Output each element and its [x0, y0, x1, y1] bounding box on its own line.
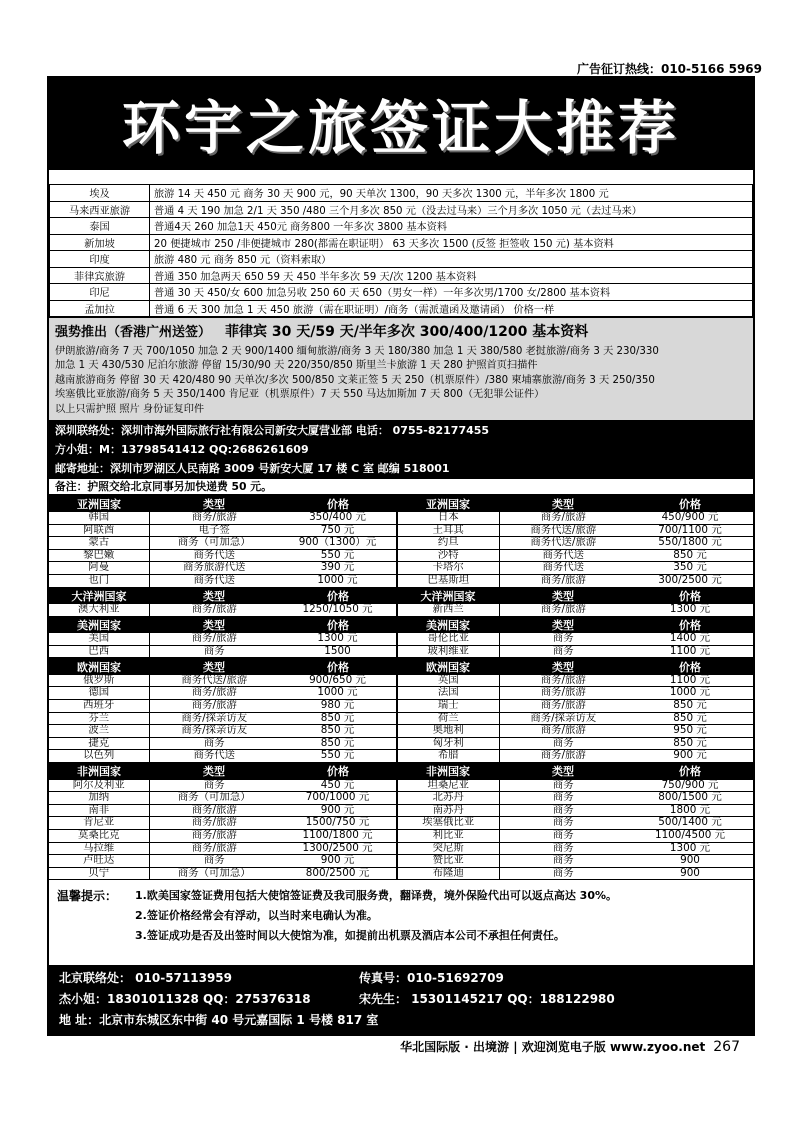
price-cell: 1100 元 — [627, 645, 753, 658]
type-cell: 商务 — [499, 737, 627, 750]
type-cell: 商务 — [149, 645, 279, 658]
type-cell: 商务 — [499, 855, 627, 868]
section-header — [49, 616, 753, 633]
table-row — [49, 817, 753, 830]
price-cell: 1300 元 — [627, 604, 753, 616]
price-cell: 1000 元 — [627, 687, 753, 700]
visa-country: 印度 — [50, 251, 150, 268]
promo-line: 伊朗旅游/商务 7 天 700/1050 加急 2 天 900/1400 缅甸旅游/商务 3 天 180/380 加急 1 天 380/580 老挝旅游/商务 3 天 230/330 — [55, 346, 659, 357]
type-cell: 商务 — [499, 867, 627, 880]
section-header — [49, 587, 753, 604]
visa-row — [50, 267, 753, 284]
price-cell: 300/2500 元 — [627, 575, 753, 588]
beijing-contact-2: 宋先生： 15301145217 QQ：188122980 — [359, 992, 615, 1006]
price-cell: 1100/1800 元 — [279, 829, 397, 842]
col-type-header: 类型 — [499, 587, 627, 604]
price-cell: 900 元 — [279, 855, 397, 868]
type-cell: 商务/旅游 — [149, 633, 279, 645]
table-row — [49, 512, 753, 524]
country-cell: 荷兰 — [397, 712, 499, 725]
col-type-header: 类型 — [149, 587, 279, 604]
price-cell: 1300/2500 元 — [279, 842, 397, 855]
price-cell: 450 元 — [279, 780, 397, 792]
table-row — [49, 750, 753, 763]
col-price-header: 价格 — [279, 763, 397, 780]
table-row — [49, 780, 753, 792]
table-row — [49, 604, 753, 616]
country-price-table — [49, 495, 753, 880]
visa-info: 20 便捷城市 250 /非便捷城市 280(都需在职证明） 63 天多次 1500 (反签 拒签收 150 元) 基本资料 — [150, 234, 753, 251]
price-cell: 850 元 — [627, 712, 753, 725]
type-cell: 商务/旅游 — [149, 512, 279, 524]
ad-hotline: 广告征订热线：010-5166 5969 — [576, 62, 762, 76]
visa-row — [50, 218, 753, 235]
type-cell: 商务/旅游 — [149, 804, 279, 817]
section-title: 非洲国家 — [49, 763, 149, 780]
table-row — [49, 549, 753, 562]
col-price-header: 价格 — [279, 658, 397, 675]
price-cell: 850 元 — [627, 700, 753, 713]
visa-info: 旅游 14 天 450 元 商务 30 天 900 元，90 天单次 1300，90 天多次 1300 元，半年多次 1800 元 — [150, 185, 753, 202]
table-row — [49, 687, 753, 700]
table-row — [49, 700, 753, 713]
page-footer — [400, 1038, 740, 1055]
type-cell: 商务/旅游 — [499, 725, 627, 738]
table-row — [49, 645, 753, 658]
type-cell: 电子签 — [149, 524, 279, 537]
table-row — [49, 737, 753, 750]
visa-info: 旅游 480 元 商务 850 元（资料索取） — [150, 251, 753, 268]
country-cell: 阿尔及利亚 — [49, 780, 149, 792]
table-row — [49, 712, 753, 725]
price-cell: 850 元 — [279, 737, 397, 750]
promo-head-philippines: 菲律宾 30 天/59 天/半年多次 300/400/1200 基本资料 — [225, 324, 589, 340]
price-cell: 390 元 — [279, 562, 397, 575]
type-cell: 商务 — [499, 645, 627, 658]
country-cell: 希腊 — [397, 750, 499, 763]
price-cell: 1300 元 — [279, 633, 397, 645]
price-cell: 700/1100 元 — [627, 524, 753, 537]
type-cell: 商务 — [499, 829, 627, 842]
type-cell: 商务/探亲访友 — [149, 725, 279, 738]
type-cell: 商务 — [499, 792, 627, 805]
price-cell: 850 元 — [279, 712, 397, 725]
price-cell: 550/1800 元 — [627, 537, 753, 550]
country-cell: 英国 — [397, 675, 499, 687]
visa-country: 新加坡 — [50, 234, 150, 251]
price-cell: 550 元 — [279, 750, 397, 763]
price-cell: 900 — [627, 867, 753, 880]
type-cell: 商务（可加急） — [149, 537, 279, 550]
price-cell: 1100 元 — [627, 675, 753, 687]
type-cell: 商务/旅游 — [499, 512, 627, 524]
shenzhen-person: 方小姐：M：13798541412 QQ:2686261609 — [55, 443, 309, 457]
visa-country: 菲律宾旅游 — [50, 267, 150, 284]
type-cell: 商务/旅游 — [499, 604, 627, 616]
visa-info: 普通 6 天 300 加急 1 天 450 旅游（需在职证明）/商务（需派遣函及邀请函） 价格一样 — [150, 300, 753, 317]
visa-row — [50, 201, 753, 218]
col-price-header: 价格 — [279, 495, 397, 512]
type-cell: 商务/旅游 — [149, 700, 279, 713]
country-cell: 阿曼 — [49, 562, 149, 575]
page-number: 267 — [713, 1039, 740, 1055]
visa-country: 泰国 — [50, 218, 150, 235]
section-header — [49, 495, 753, 512]
beijing-address: 地 址：北京市东城区东中街 40 号元嘉国际 1 号楼 817 室 — [59, 1013, 379, 1027]
country-cell: 美国 — [49, 633, 149, 645]
type-cell: 商务/旅游 — [149, 604, 279, 616]
type-cell: 商务/旅游 — [149, 829, 279, 842]
country-cell: 卡塔尔 — [397, 562, 499, 575]
type-cell: 商务旅游代送 — [149, 562, 279, 575]
country-cell: 新西兰 — [397, 604, 499, 616]
country-cell: 坦桑尼亚 — [397, 780, 499, 792]
price-cell: 1250/1050 元 — [279, 604, 397, 616]
visa-ad-frame — [47, 76, 755, 1036]
country-cell: 埃塞俄比亚 — [397, 817, 499, 830]
col-type-header: 类型 — [499, 763, 627, 780]
price-cell: 350 元 — [627, 562, 753, 575]
table-row — [49, 675, 753, 687]
tip-item: 3.签证成功是否及出签时间以大使馆为准，如提前出机票及酒店本公司不承担任何责任。 — [135, 929, 565, 943]
shenzhen-address: 邮寄地址：深圳市罗湖区人民南路 3009 号新安大厦 17 楼 C 室 邮编 518001 — [55, 462, 450, 476]
table-row — [49, 537, 753, 550]
price-cell: 1300 元 — [627, 842, 753, 855]
type-cell: 商务 — [149, 737, 279, 750]
country-cell: 卢旺达 — [49, 855, 149, 868]
tip-item: 2.签证价格经常会有浮动，以当时来电确认为准。 — [135, 909, 378, 923]
visa-country: 埃及 — [50, 185, 150, 202]
country-cell: 沙特 — [397, 549, 499, 562]
table-row — [49, 804, 753, 817]
visa-info: 普通 350 加急两天 650 59 天 450 半年多次 59 天/次 1200 基本资料 — [150, 267, 753, 284]
beijing-contact-1: 杰小姐：18301011328 QQ：275376318 — [59, 992, 311, 1006]
tips-head: 温馨提示： — [57, 889, 118, 904]
country-cell: 莫桑比克 — [49, 829, 149, 842]
col-price-header: 价格 — [627, 763, 753, 780]
type-cell: 商务代送/旅游 — [149, 675, 279, 687]
col-price-header: 价格 — [627, 658, 753, 675]
price-cell: 1500 — [279, 645, 397, 658]
country-cell: 俄罗斯 — [49, 675, 149, 687]
country-cell: 澳大利亚 — [49, 604, 149, 616]
section-title: 欧洲国家 — [49, 658, 149, 675]
table-row — [49, 792, 753, 805]
table-row — [49, 562, 753, 575]
price-cell: 750 元 — [279, 524, 397, 537]
country-cell: 土耳其 — [397, 524, 499, 537]
country-cell: 贝宁 — [49, 867, 149, 880]
country-cell: 奥地利 — [397, 725, 499, 738]
type-cell: 商务代送/旅游 — [499, 524, 627, 537]
country-cell: 南苏丹 — [397, 804, 499, 817]
country-cell: 韩国 — [49, 512, 149, 524]
country-cell: 北苏丹 — [397, 792, 499, 805]
type-cell: 商务代送 — [149, 750, 279, 763]
section-header — [49, 658, 753, 675]
price-cell: 980 元 — [279, 700, 397, 713]
country-cell: 赞比亚 — [397, 855, 499, 868]
country-cell: 也门 — [49, 575, 149, 588]
type-cell: 商务 — [499, 817, 627, 830]
country-cell: 蒙古 — [49, 537, 149, 550]
price-cell: 700/1000 元 — [279, 792, 397, 805]
section-header — [49, 763, 753, 780]
price-cell: 1100/4500 元 — [627, 829, 753, 842]
country-cell: 瑞士 — [397, 700, 499, 713]
footer-text: 华北国际版 · 出境游 | 欢迎浏览电子版 www.zyoo.net — [400, 1040, 706, 1054]
visa-row — [50, 234, 753, 251]
type-cell: 商务 — [499, 780, 627, 792]
type-cell: 商务代送 — [499, 549, 627, 562]
type-cell: 商务代送 — [149, 575, 279, 588]
promo-section — [49, 317, 753, 420]
country-cell: 波兰 — [49, 725, 149, 738]
section-title: 大洋洲国家 — [49, 587, 149, 604]
visa-country: 马来西亚旅游 — [50, 201, 150, 218]
country-cell: 西班牙 — [49, 700, 149, 713]
shipping-note: 备注：护照交给北京同事另加快递费 50 元。 — [49, 479, 753, 495]
type-cell: 商务/旅游 — [499, 675, 627, 687]
country-cell: 突尼斯 — [397, 842, 499, 855]
price-cell: 900（1300）元 — [279, 537, 397, 550]
col-type-header: 类型 — [149, 658, 279, 675]
type-cell: 商务/旅游 — [499, 575, 627, 588]
col-type-header: 类型 — [149, 616, 279, 633]
table-row — [49, 829, 753, 842]
promo-line: 越南旅游商务 停留 30 天 420/480 90 天单次/多次 500/850 文莱正签 5 天 250（机票原件）/380 柬埔寨旅游/商务 3 天 250/350 — [55, 374, 655, 386]
shenzhen-contact — [49, 420, 753, 479]
type-cell: 商务代送 — [149, 549, 279, 562]
tip-item: 1.欧美国家签证费用包括大使馆签证费及我司服务费，翻译费，境外保险代出可以返点高达 30%。 — [135, 889, 617, 903]
type-cell: 商务/旅游 — [149, 842, 279, 855]
section-title: 美洲国家 — [397, 616, 499, 633]
country-cell: 日本 — [397, 512, 499, 524]
type-cell: 商务/探亲访友 — [149, 712, 279, 725]
price-cell: 450/900 元 — [627, 512, 753, 524]
col-price-header: 价格 — [279, 587, 397, 604]
col-type-header: 类型 — [499, 658, 627, 675]
table-row — [49, 575, 753, 588]
banner — [49, 78, 753, 170]
price-cell: 850 元 — [627, 549, 753, 562]
country-cell: 玻利维亚 — [397, 645, 499, 658]
price-cell: 350/400 元 — [279, 512, 397, 524]
country-cell: 肯尼亚 — [49, 817, 149, 830]
promo-line: 以上只需护照 照片 身份证复印件 — [55, 403, 205, 415]
country-cell: 捷克 — [49, 737, 149, 750]
section-title: 美洲国家 — [49, 616, 149, 633]
price-cell: 1000 元 — [279, 575, 397, 588]
section-title: 亚洲国家 — [49, 495, 149, 512]
col-price-header: 价格 — [627, 587, 753, 604]
beijing-fax: 传真号：010-51692709 — [359, 971, 504, 985]
table-row — [49, 524, 753, 537]
table-row — [49, 725, 753, 738]
section-title: 大洋洲国家 — [397, 587, 499, 604]
type-cell: 商务 — [499, 633, 627, 645]
price-cell: 900 元 — [279, 804, 397, 817]
country-cell: 阿联酋 — [49, 524, 149, 537]
country-cell: 哥伦比亚 — [397, 633, 499, 645]
price-cell: 1500/750 元 — [279, 817, 397, 830]
section-title: 欧洲国家 — [397, 658, 499, 675]
col-price-header: 价格 — [627, 495, 753, 512]
country-cell: 巴西 — [49, 645, 149, 658]
section-title: 非洲国家 — [397, 763, 499, 780]
country-cell: 巴基斯坦 — [397, 575, 499, 588]
type-cell: 商务代送 — [499, 562, 627, 575]
table-row — [49, 633, 753, 645]
visa-info: 普通4天 260 加急1天 450元 商务800 一年多次 3800 基本资料 — [150, 218, 753, 235]
shenzhen-office: 深圳联络处：深圳市海外国际旅行社有限公司新安大厦营业部 电话： 0755-82177455 — [55, 424, 490, 438]
price-cell: 800/2500 元 — [279, 867, 397, 880]
banner-title: 环宇之旅签证大推荐 — [121, 93, 680, 162]
type-cell: 商务/旅游 — [499, 687, 627, 700]
type-cell: 商务/旅游 — [499, 750, 627, 763]
type-cell: 商务 — [499, 804, 627, 817]
visa-country: 印尼 — [50, 284, 150, 301]
col-price-header: 价格 — [279, 616, 397, 633]
country-cell: 以色列 — [49, 750, 149, 763]
price-cell: 900 元 — [627, 750, 753, 763]
price-cell: 1400 元 — [627, 633, 753, 645]
type-cell: 商务（可加急） — [149, 792, 279, 805]
table-row — [49, 842, 753, 855]
beijing-office: 北京联络处： 010-57113959 — [59, 971, 233, 985]
promo-head-title: 强势推出（香港广州送签） — [55, 325, 212, 340]
type-cell: 商务/探亲访友 — [499, 712, 627, 725]
tips-section — [49, 880, 753, 950]
country-cell: 德国 — [49, 687, 149, 700]
type-cell: 商务 — [149, 855, 279, 868]
country-cell: 法国 — [397, 687, 499, 700]
visa-row — [50, 284, 753, 301]
type-cell: 商务（可加急） — [149, 867, 279, 880]
type-cell: 商务/旅游 — [149, 687, 279, 700]
type-cell: 商务代送/旅游 — [499, 537, 627, 550]
type-cell: 商务/旅游 — [499, 700, 627, 713]
price-cell: 900 — [627, 855, 753, 868]
price-cell: 1800 元 — [627, 804, 753, 817]
col-type-header: 类型 — [499, 616, 627, 633]
country-cell: 马拉维 — [49, 842, 149, 855]
promo-head — [55, 321, 747, 345]
price-cell: 850 元 — [627, 737, 753, 750]
type-cell: 商务 — [149, 780, 279, 792]
country-cell: 布隆迪 — [397, 867, 499, 880]
visa-country: 孟加拉 — [50, 300, 150, 317]
table-row — [49, 855, 753, 868]
visa-info: 普通 4 天 190 加急 2/1 天 350 /480 三个月多次 850 元（没去过马来）三个月多次 1050 元（去过马来） — [150, 201, 753, 218]
country-cell: 黎巴嫩 — [49, 549, 149, 562]
price-cell: 800/1500 元 — [627, 792, 753, 805]
section-title: 亚洲国家 — [397, 495, 499, 512]
visa-row — [50, 185, 753, 202]
col-type-header: 类型 — [149, 495, 279, 512]
visa-row — [50, 251, 753, 268]
country-cell: 约旦 — [397, 537, 499, 550]
country-cell: 芬兰 — [49, 712, 149, 725]
price-cell: 950 元 — [627, 725, 753, 738]
promo-line: 埃塞俄比亚旅游/商务 5 天 350/1400 肯尼亚（机票原件）7 天 550 马达加斯加 7 天 800（无犯罪公证件） — [55, 389, 545, 401]
col-type-header: 类型 — [499, 495, 627, 512]
type-cell: 商务 — [499, 842, 627, 855]
price-cell: 550 元 — [279, 549, 397, 562]
table-row — [49, 867, 753, 880]
beijing-contact — [49, 965, 753, 1034]
country-cell: 匈牙利 — [397, 737, 499, 750]
price-cell: 500/1400 元 — [627, 817, 753, 830]
top-visa-table — [49, 184, 753, 317]
col-price-header: 价格 — [627, 616, 753, 633]
country-cell: 南非 — [49, 804, 149, 817]
price-cell: 850 元 — [279, 725, 397, 738]
price-cell: 900/650 元 — [279, 675, 397, 687]
col-type-header: 类型 — [149, 763, 279, 780]
promo-line: 加急 1 天 430/530 尼泊尔旅游 停留 15/30/90 天 220/350/850 斯里兰卡旅游 1 天 280 护照首页扫描件 — [55, 360, 538, 372]
type-cell: 商务/旅游 — [149, 817, 279, 830]
price-cell: 750/900 元 — [627, 780, 753, 792]
country-cell: 加纳 — [49, 792, 149, 805]
visa-row — [50, 300, 753, 317]
price-cell: 1000 元 — [279, 687, 397, 700]
visa-info: 普通 30 天 450/女 600 加急另收 250 60 天 650（男女一样）一年多次男/1700 女/2800 基本资料 — [150, 284, 753, 301]
country-cell: 利比亚 — [397, 829, 499, 842]
